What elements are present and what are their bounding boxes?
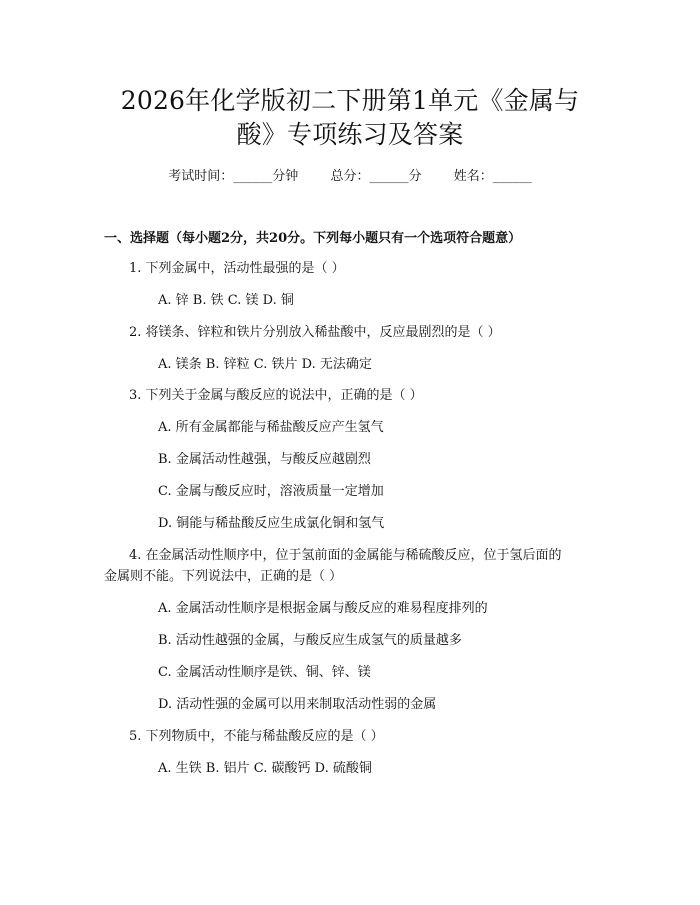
question-5-stem: 5. 下列物质中，不能与稀盐酸反应的是（ ） <box>129 729 384 744</box>
exam-score-label: 总分：______分 <box>330 169 422 184</box>
question-4-option-d: D. 活动性强的金属可以用来制取活动性弱的金属 <box>158 697 437 712</box>
document-title-line-1: 2026年化学版初二下册第1单元《金属与 <box>120 86 580 115</box>
question-4-stem-line-1: 4. 在金属活动性顺序中，位于氢前面的金属能与稀硫酸反应，位于氢后面的 <box>129 548 562 563</box>
question-4-stem-line-2: 金属则不能。下列说法中，正确的是（ ） <box>104 569 343 584</box>
question-1-options: A. 锌 B. 铁 C. 镁 D. 铜 <box>158 293 294 308</box>
question-3-option-c: C. 金属与酸反应时，溶液质量一定增加 <box>158 484 384 499</box>
question-4-option-c: C. 金属活动性顺序是铁、铜、锌、镁 <box>158 665 371 680</box>
question-2-stem: 2. 将镁条、锌粒和铁片分别放入稀盐酸中，反应最剧烈的是（ ） <box>129 325 501 340</box>
document-title-line-2: 酸》专项练习及答案 <box>236 120 464 149</box>
question-3-option-d: D. 铜能与稀盐酸反应生成氯化铜和氢气 <box>158 516 385 531</box>
student-name-label: 姓名：______ <box>453 169 532 184</box>
section-1-heading: 一、选择题（每小题2分，共20分。下列每小题只有一个选项符合题意） <box>104 231 522 246</box>
exam-time-label: 考试时间：______分钟 <box>168 169 299 184</box>
question-3-option-b: B. 金属活动性越强，与酸反应越剧烈 <box>158 452 371 467</box>
question-3-option-a: A. 所有金属都能与稀盐酸反应产生氢气 <box>158 420 384 435</box>
question-4-option-a: A. 金属活动性顺序是根据金属与酸反应的难易程度排列的 <box>158 601 488 616</box>
exam-info-row <box>0 167 700 187</box>
question-1-stem: 1. 下列金属中，活动性最强的是（ ） <box>129 261 345 276</box>
question-5-options: A. 生铁 B. 铝片 C. 碳酸钙 D. 硫酸铜 <box>158 761 372 776</box>
question-3-stem: 3. 下列关于金属与酸反应的说法中，正确的是（ ） <box>129 388 423 403</box>
question-4-option-b: B. 活动性越强的金属，与酸反应生成氢气的质量越多 <box>158 633 462 648</box>
question-2-options: A. 镁条 B. 锌粒 C. 铁片 D. 无法确定 <box>158 357 372 372</box>
